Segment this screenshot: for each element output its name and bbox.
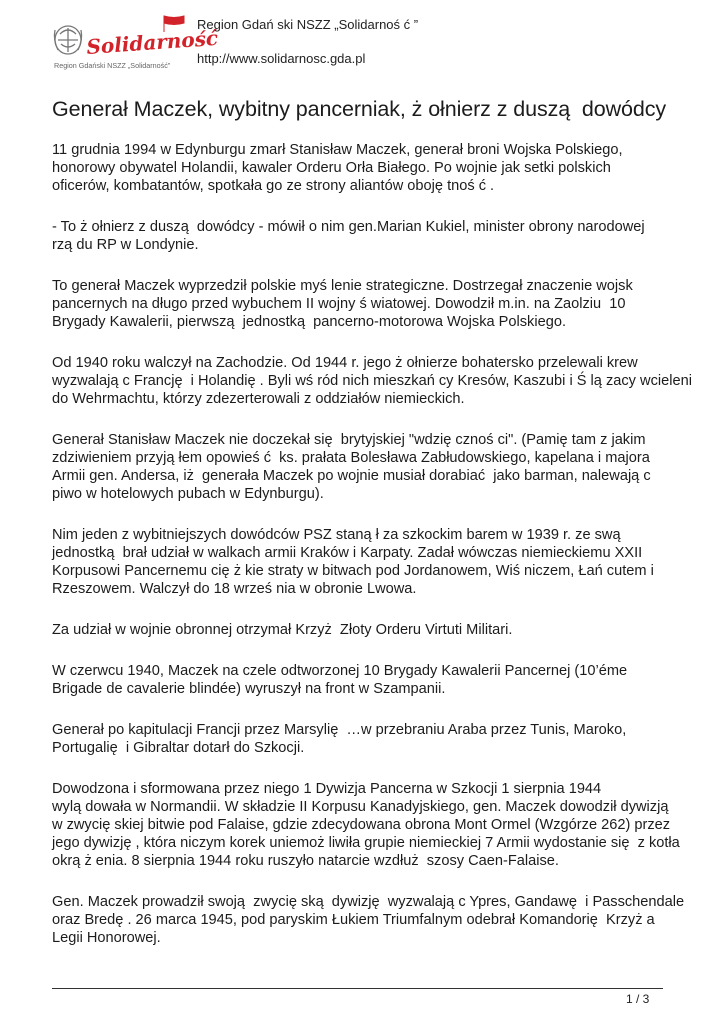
solidarnosc-logo [52,14,219,70]
logo-caption: Region Gdański NSZZ „Solidarność” [54,61,171,70]
paragraph-line: 11 grudnia 1994 w Edynburgu zmarł Stanisław Maczek, generał broni Wojska Polskiego, [52,142,623,158]
logo-graphic [52,14,219,70]
paragraph-line: pancernych na długo przed wybuchem II wojny ś wiatowej. Dowodził m.in. na Zaolziu 10 [52,296,626,312]
logo-wordmark: Solidarność [85,25,219,59]
article-paragraph [52,354,720,408]
article-paragraph [52,621,720,639]
article-paragraph [52,218,720,254]
paragraph-line: wylą dowała w Normandii. W składzie II Korpusu Kanadyjskiego, gen. Maczek dowodził dywizją [52,799,669,815]
paragraph-line: Brigade de cavalerie blindée) wyruszył na front w Szampanii. [52,681,446,697]
paragraph-line: piwo w hotelowych pubach w Edynburgu). [52,486,324,502]
article-title: Generał Maczek, wybitny pancerniak, ż ołnierz z duszą dowódcy [52,97,667,121]
header-region-name: Region Gdań ski NSZZ „Solidarnoś ć ” [197,17,419,32]
paragraph-line: Generał po kapitulacji Francji przez Marsylię …w przebraniu Araba przez Tunis, Maroko, [52,722,627,738]
paragraph-line: okrą ż enia. 8 sierpnia 1944 roku ruszyło natarcie wzdłuż szosy Caen-Falaise. [52,853,559,869]
paragraph-line: Nim jeden z wybitniejszych dowódców PSZ staną ł za szkockim barem w 1939 r. ze swą [52,527,621,543]
paragraph-line: - To ż ołnierz z duszą dowódcy - mówił o nim gen.Marian Kukiel, minister obrony narodowej [52,219,645,235]
article-paragraph [52,431,720,503]
paragraph-line: Legii Honorowej. [52,930,161,946]
paragraph-line: Dowodzona i sformowana przez niego 1 Dywizja Pancerna w Szkocji 1 sierpnia 1944 [52,781,602,797]
paragraph-line: do Wehrmachtu, którzy zdezerterowali z oddziałów niemieckich. [52,391,465,407]
paragraph-line: oficerów, kombatantów, spotkała go ze strony aliantów oboję tnoś ć . [52,178,495,194]
coat-of-arms-icon [54,26,81,54]
paragraph-line: Armii gen. Andersa, iż generała Maczek po wojnie musiał dorabiać jako barman, nalewają c [52,468,651,484]
paragraph-line: w zwycię skiej bitwie pod Falaise, gdzie zdecydowana obrona Mont Ormel (Wzgórze 262) przez [52,817,671,833]
article-body [52,141,720,970]
article-paragraph [52,893,720,947]
paragraph-line: wyzwalają c Francję i Holandię . Byli wś ród nich mieszkań cy Kresów, Kaszubi i Ś lą zacy wcieleni [52,373,692,389]
paragraph-line: Za udział w wojnie obronnej otrzymał Krzyż Złoty Orderu Virtuti Militari. [52,622,513,638]
paragraph-line: Korpusowi Pancernemu cię ż kie straty w bitwach pod Jordanowem, Wiś niczem, Łań cutem i [52,563,654,579]
article-paragraph [52,141,720,195]
paragraph-line: oraz Bredę . 26 marca 1945, pod paryskim Łukiem Triumfalnym odebrał Komandorię Krzyż a [52,912,655,928]
article-paragraph [52,662,720,698]
article-paragraph [52,526,720,598]
paragraph-line: Rzeszowem. Walczył do 18 wrześ nia w obronie Lwowa. [52,581,417,597]
article-paragraph [52,721,720,757]
header-url[interactable]: http://www.solidarnosc.gda.pl [197,51,366,66]
paragraph-line: Od 1940 roku walczył na Zachodzie. Od 1944 r. jego ż ołnierze bohatersko przelewali krew [52,355,638,371]
article-paragraph [52,277,720,331]
paragraph-line: honorowy obywatel Holandii, kawaler Orderu Orła Białego. Po wojnie jak setki polskich [52,160,611,176]
paragraph-line: To generał Maczek wyprzedził polskie myś lenie strategiczne. Dostrzegał znaczenie wojsk [52,278,633,294]
page-number: 1 / 3 [626,992,650,1006]
paragraph-line: Generał Stanisław Maczek nie doczekał się brytyjskiej "wdzię cznoś ci". (Pamię tam z jakim [52,432,646,448]
paragraph-line: W czerwcu 1940, Maczek na czele odtworzonej 10 Brygady Kawalerii Pancernej (10’éme [52,663,628,679]
paragraph-line: jego dywizję , która niczym korek uniemoż liwiła grupie niemieckiej 7 Armii wydostanie się z kotła [52,835,680,851]
paragraph-line: jednostką brał udział w walkach armii Kraków i Karpaty. Zadał wówczas niemieckiemu XXII [52,545,643,561]
footer-divider [52,988,663,989]
paragraph-line: rzą du RP w Londynie. [52,237,199,253]
paragraph-line: Brygady Kawalerii, pierwszą jednostką pancerno-motorowa Wojska Polskiego. [52,314,566,330]
article-paragraph [52,780,720,870]
paragraph-line: Gen. Maczek prowadził swoją zwycię ską dywizję wyzwalają c Ypres, Gandawę i Passchendale [52,894,685,910]
paragraph-line: Portugalię i Gibraltar dotarł do Szkocji. [52,740,305,756]
paragraph-line: zdziwieniem przyją łem opowieś ć ks. prałata Bolesława Zabłudowskiego, kapelana i majora [52,450,650,466]
